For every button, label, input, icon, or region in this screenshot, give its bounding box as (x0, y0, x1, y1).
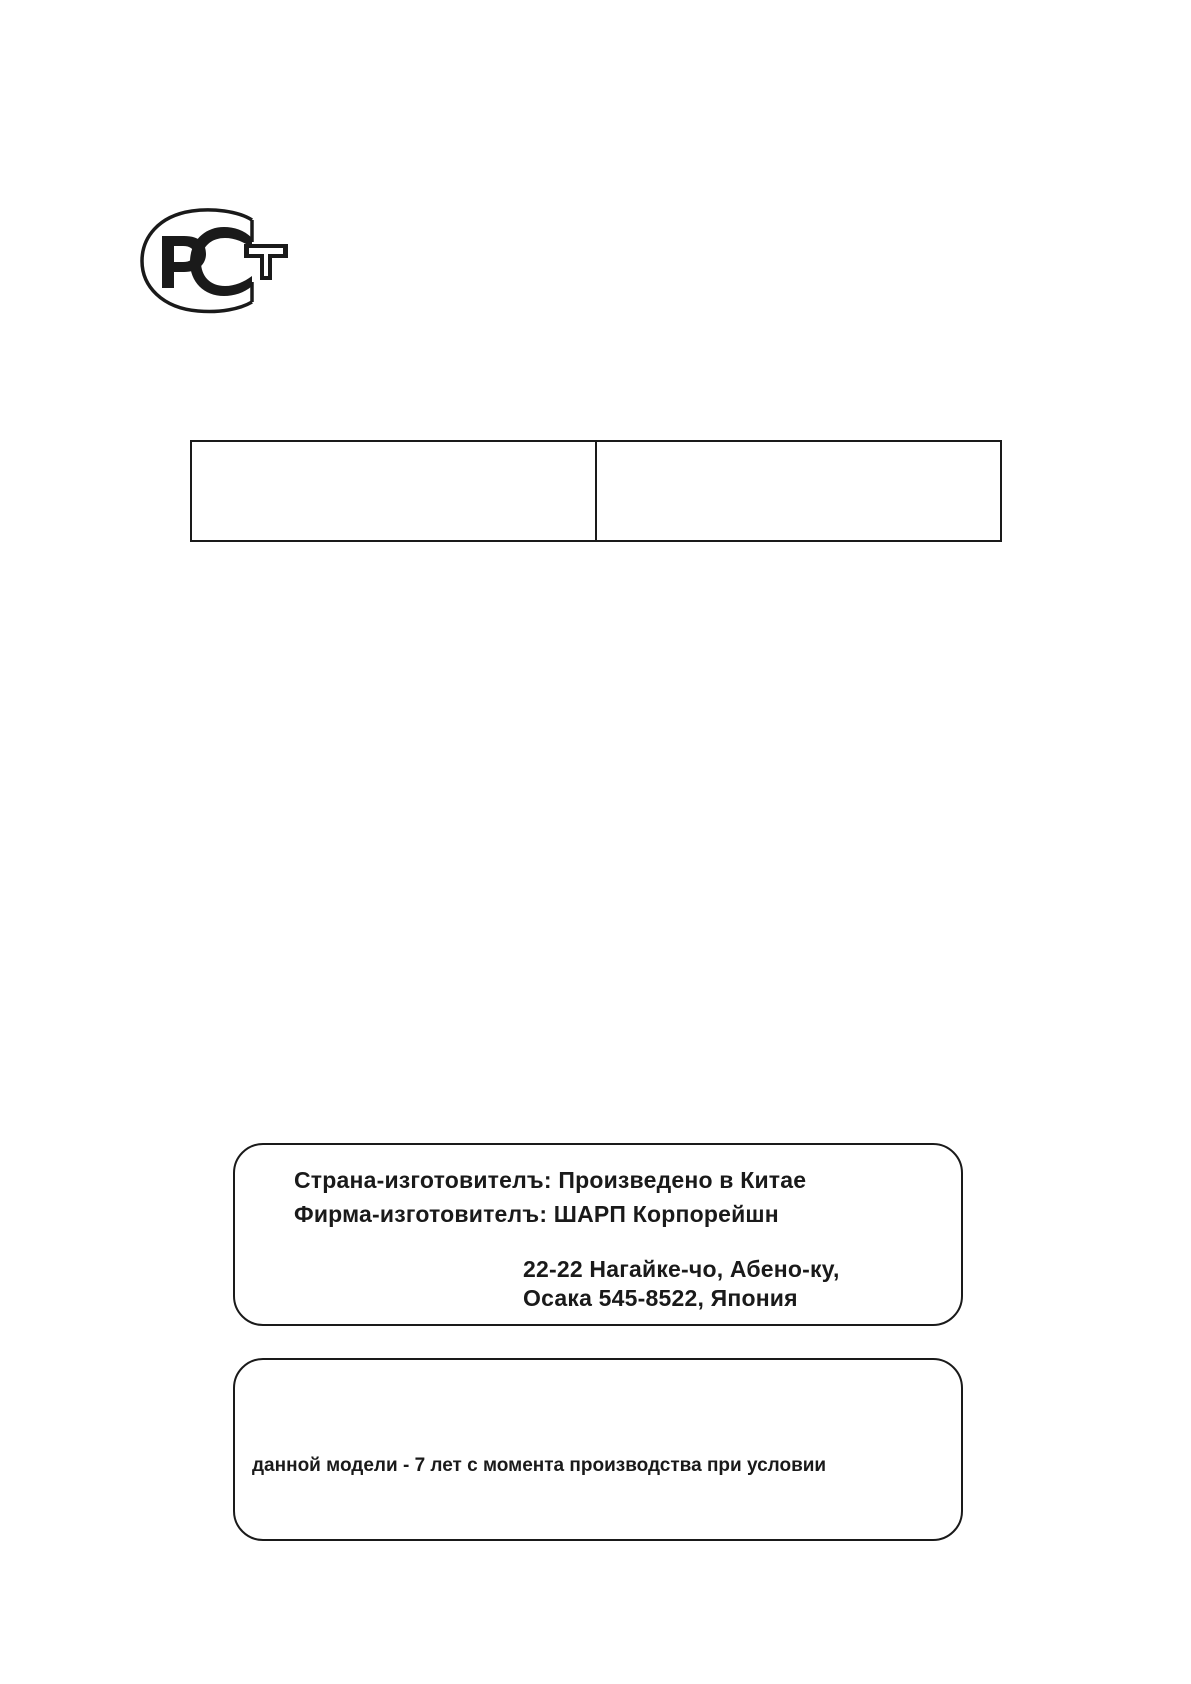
info-table-cell-left (192, 442, 597, 540)
country-of-origin-line: Страна-изготовителъ: Произведено в Китае (294, 1167, 807, 1193)
pct-certification-icon (140, 208, 294, 314)
info-table-cell-right (597, 442, 1000, 540)
address-line-1: 22-22 Нагайке-чо, Абено-ку, (523, 1256, 840, 1282)
address-line-2: Осака 545-8522, Япония (523, 1285, 798, 1311)
service-life-text: данной модели - 7 лет с момента производства при условии (252, 1455, 827, 1476)
manufacturer-line: Фирма-изготовителъ: ШАРП Корпорейшн (294, 1201, 779, 1227)
info-table (190, 440, 1002, 542)
service-life-box (233, 1358, 963, 1541)
manufacturer-info-box (233, 1143, 963, 1326)
